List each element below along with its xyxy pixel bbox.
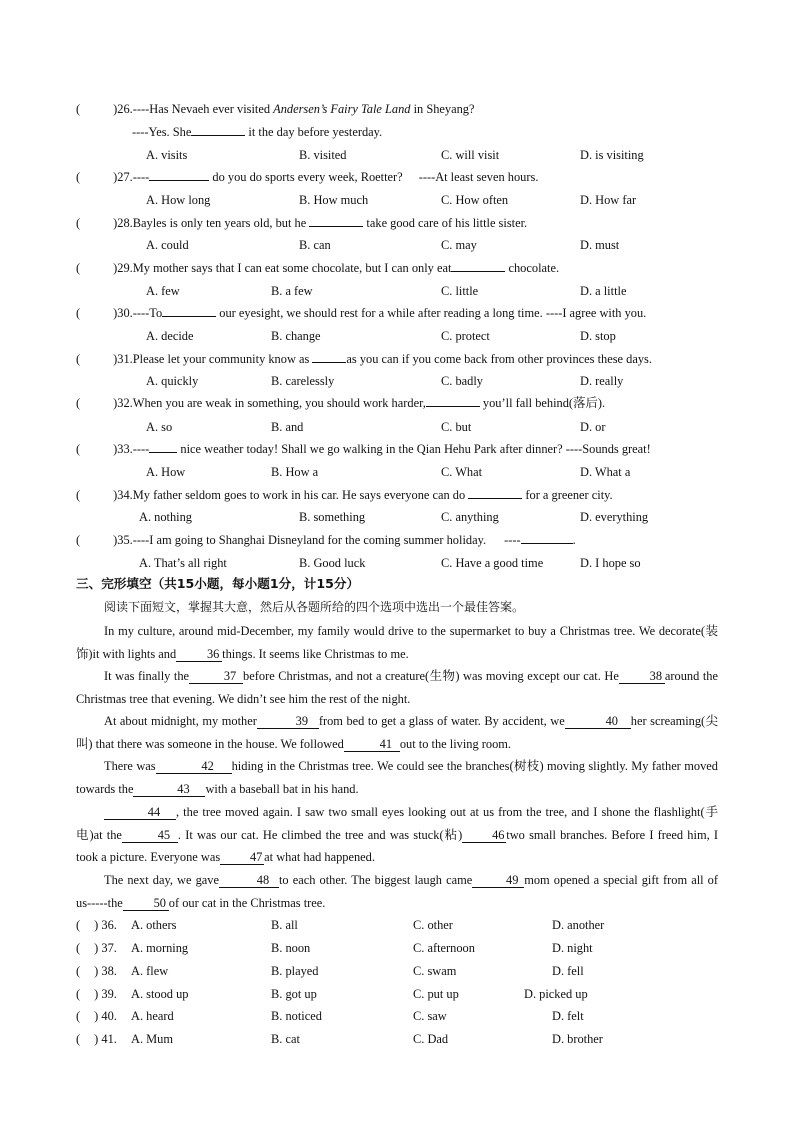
question-35: ( )35.----I am going to Shanghai Disneyland for the coming summer holiday. ---- . — [76, 533, 576, 547]
option-c: C. but — [441, 420, 472, 434]
option-c: C. badly — [441, 374, 483, 388]
cloze-question-37: ( ) 37. — [76, 941, 117, 955]
answer-blank — [468, 498, 522, 499]
option-a: A. flew — [131, 964, 169, 978]
blank-50: 50 — [123, 896, 169, 911]
blank-49: 49 — [472, 873, 524, 888]
option-b: B. a few — [271, 284, 313, 298]
blank-37: 37 — [189, 669, 243, 684]
option-a: A. nothing — [139, 510, 193, 524]
option-d: D. stop — [580, 329, 616, 343]
blank-43: 43 — [133, 782, 205, 797]
option-a: A. Mum — [131, 1032, 173, 1046]
answer-blank — [162, 316, 216, 317]
answer-blank — [426, 406, 480, 407]
option-b: B. got up — [271, 987, 317, 1001]
option-a: A. heard — [131, 1009, 174, 1023]
option-c: C. What — [441, 465, 483, 479]
option-c: C. saw — [413, 1009, 447, 1023]
option-c: C. How often — [441, 193, 509, 207]
option-c: C. swam — [413, 964, 457, 978]
blank-39: 39 — [257, 714, 319, 729]
answer-blank — [149, 452, 177, 453]
answer-close: ) — [113, 102, 118, 116]
question-34: ( )34.My father seldom goes to work in his car. He says everyone can do for a greener city. — [76, 488, 613, 502]
option-c: C. will visit — [441, 148, 500, 162]
passage-paragraph-1: In my culture, around mid-December, my family would drive to the supermarket to buy a Christmas tree. We decorate(装饰)it with lights and 36 things. It seems like Christmas to me. — [76, 624, 718, 661]
option-d: D. How far — [580, 193, 637, 207]
option-d: D. must — [580, 238, 620, 252]
option-a: A. so — [146, 420, 173, 434]
option-a: A. decide — [146, 329, 194, 343]
option-c: C. may — [441, 238, 477, 252]
passage-paragraph-6: The next day, we gave 48 to each other. The biggest laugh came 49 mom opened a special gift from all of us-----the 50 of our cat in the Christmas tree. — [76, 873, 718, 910]
option-d: D. night — [552, 941, 593, 955]
blank-46: 46 — [462, 828, 506, 843]
passage-paragraph-3: At about midnight, my mother 39 from bed to get a glass of water. By accident, we 40 her screaming(尖叫) that there was someone in the house. We followed 41 out to the living room. — [76, 714, 718, 751]
option-a: A. others — [131, 918, 177, 932]
option-d: D. everything — [580, 510, 649, 524]
option-d: D. brother — [552, 1032, 603, 1046]
option-d: D. a little — [580, 284, 627, 298]
option-b: B. change — [271, 329, 321, 343]
option-b: B. played — [271, 964, 319, 978]
option-b: B. noticed — [271, 1009, 322, 1023]
answer-blank — [521, 543, 573, 544]
option-d: D. felt — [552, 1009, 584, 1023]
option-d: D. I hope so — [580, 556, 641, 570]
blank-42: 42 — [156, 759, 232, 774]
cloze-question-39: ( ) 39. — [76, 987, 117, 1001]
option-b: B. all — [271, 918, 298, 932]
option-a: A. That’s all right — [139, 556, 227, 570]
option-a: A. morning — [131, 941, 189, 955]
blank-41: 41 — [344, 737, 400, 752]
cloze-question-40: ( ) 40. — [76, 1009, 117, 1023]
answer-blank — [149, 180, 209, 181]
blank-40: 40 — [565, 714, 631, 729]
cloze-question-38: ( ) 38. — [76, 964, 117, 978]
option-a: A. visits — [146, 148, 188, 162]
answer-blank — [451, 271, 505, 272]
option-b: B. noon — [271, 941, 311, 955]
option-d: D. fell — [552, 964, 584, 978]
option-b: B. cat — [271, 1032, 300, 1046]
cloze-question-36: ( ) 36. — [76, 918, 117, 932]
question-26-line2: ----Yes. She it the day before yesterday. — [132, 125, 383, 139]
blank-38: 38 — [619, 669, 665, 684]
question-30: ( )30.----To our eyesight, we should rest for a while after reading a long time. ----I agree with you. — [76, 306, 647, 320]
option-c: C. Have a good time — [441, 556, 544, 570]
option-c: C. put up — [413, 987, 459, 1001]
cloze-question-41: ( ) 41. — [76, 1032, 117, 1046]
option-a: A. few — [146, 284, 180, 298]
option-b: B. and — [271, 420, 304, 434]
option-c: C. other — [413, 918, 453, 932]
option-c: C. little — [441, 284, 479, 298]
question-26: ( )26.----Has Nevaeh ever visited Andersen’s Fairy Tale Land in Sheyang? — [76, 102, 475, 116]
option-a: A. How long — [146, 193, 211, 207]
blank-36: 36 — [176, 647, 222, 662]
question-number: 26 — [117, 102, 130, 116]
option-c: C. protect — [441, 329, 490, 343]
option-c: C. anything — [441, 510, 499, 524]
option-b: B. something — [299, 510, 366, 524]
section-instruction: 阅读下面短文，掌握其大意，然后从各题所给的四个选项中选出一个最佳答案。 — [104, 600, 525, 614]
answer-blank — [309, 226, 363, 227]
passage-paragraph-2: It was finally the 37 before Christmas, and not a creature(生物) was moving except our cat. He 38 around the Christmas tree that evening. We didn’t see him the rest of the night. — [76, 669, 718, 706]
option-d: D. another — [552, 918, 605, 932]
blank-47: 47 — [220, 850, 264, 865]
option-d: D. or — [580, 420, 606, 434]
option-d: D. really — [580, 374, 624, 388]
blank-48: 48 — [219, 873, 279, 888]
option-a: A. quickly — [146, 374, 199, 388]
blank-44: 44 — [104, 805, 176, 820]
option-a: A. could — [146, 238, 189, 252]
answer-blank — [191, 135, 245, 136]
section-title: 三、完形填空（共15小题，每小题1分，计15分） — [76, 576, 360, 591]
option-c: C. Dad — [413, 1032, 449, 1046]
option-c: C. afternoon — [413, 941, 475, 955]
option-a: A. How — [146, 465, 186, 479]
answer-paren: ( — [76, 102, 81, 116]
question-27: ( )27.---- do you do sports every week, Roetter? ----At least seven hours. — [76, 170, 539, 184]
question-29: ( )29.My mother says that I can eat some chocolate, but I can only eat chocolate. — [76, 261, 560, 275]
option-d: D. What a — [580, 465, 631, 479]
option-d: D. picked up — [524, 987, 588, 1001]
option-b: B. Good luck — [299, 556, 366, 570]
place-name: Andersen’s Fairy Tale Land — [273, 102, 411, 116]
option-b: B. carelessly — [271, 374, 335, 388]
option-b: B. How a — [271, 465, 319, 479]
passage-paragraph-5: 44 , the tree moved again. I saw two small eyes looking out at us from the tree, and I shone the flashlight(手电)at the 45 . It was our cat. He climbed the tree and was stuck(粘) 46 two small branches. Before I freed him, I took a picture. Everyone was 47 at what had happened. — [76, 805, 719, 864]
passage-paragraph-4: There was 42 hiding in the Christmas tree. We could see the branches(树枝) moving slightly. My father moved towards the 43 with a baseball bat in his hand. — [76, 759, 718, 796]
question-32: ( )32.When you are weak in something, you should work harder, you’ll fall behind(落后). — [76, 396, 606, 410]
blank-45: 45 — [122, 828, 178, 843]
question-28: ( )28.Bayles is only ten years old, but he take good care of his little sister. — [76, 216, 528, 230]
option-b: B. can — [299, 238, 331, 252]
option-d: D. is visiting — [580, 148, 644, 162]
answer-blank — [312, 362, 346, 363]
option-a: A. stood up — [131, 987, 189, 1001]
question-31: ( )31.Please let your community know as as you can if you come back from other provinces these days. — [76, 352, 652, 366]
option-b: B. visited — [299, 148, 347, 162]
option-b: B. How much — [299, 193, 369, 207]
question-33: ( )33.---- nice weather today! Shall we go walking in the Qian Hehu Park after dinner? ----Sounds great! — [76, 442, 651, 456]
